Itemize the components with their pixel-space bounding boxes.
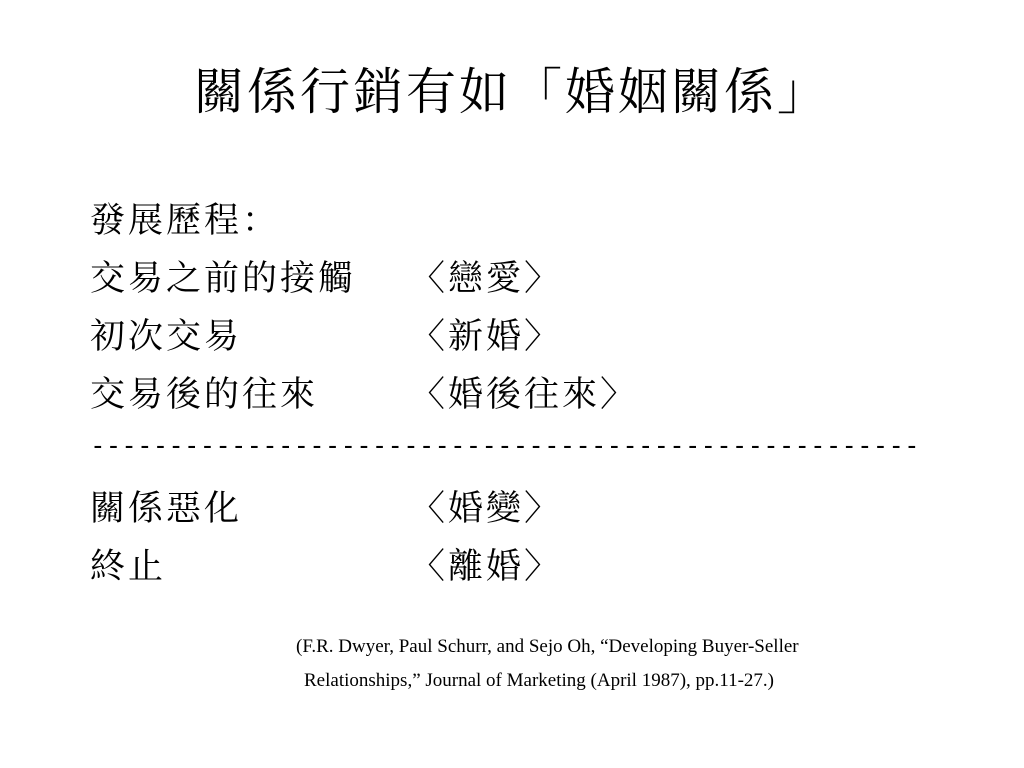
stage-label: 關係惡化 bbox=[90, 489, 243, 529]
stage-row bbox=[90, 308, 990, 366]
heading-text: 發展歷程： bbox=[90, 201, 281, 241]
stage-row bbox=[90, 538, 990, 596]
slide-title: 關係行銷有如「婚姻關係」 bbox=[194, 63, 830, 121]
stage-row bbox=[90, 250, 990, 308]
stage-row bbox=[90, 366, 990, 424]
stage-label: 交易後的往來 bbox=[90, 375, 319, 415]
dashed-divider: ----------------------------------------------------- bbox=[90, 431, 920, 461]
citation-line-1: (F.R. Dwyer, Paul Schurr, and Sejo Oh, “Developing Buyer-Seller bbox=[296, 636, 799, 657]
stages-heading bbox=[90, 192, 990, 250]
stage-analogy: 〈婚變〉 bbox=[410, 489, 563, 529]
stage-analogy: 〈婚後往來〉 bbox=[410, 375, 639, 415]
stage-analogy: 〈離婚〉 bbox=[410, 547, 563, 587]
citation bbox=[296, 630, 1016, 698]
stage-analogy: 〈戀愛〉 bbox=[410, 259, 563, 299]
stage-label: 初次交易 bbox=[90, 317, 243, 357]
stage-label: 終止 bbox=[90, 547, 167, 587]
citation-line-2: Relationships,” Journal of Marketing (April 1987), pp.11-27.) bbox=[304, 670, 774, 691]
stage-label: 交易之前的接觸 bbox=[90, 259, 357, 299]
slide-body bbox=[90, 192, 990, 596]
stage-analogy: 〈新婚〉 bbox=[410, 317, 563, 357]
stage-row bbox=[90, 480, 990, 538]
